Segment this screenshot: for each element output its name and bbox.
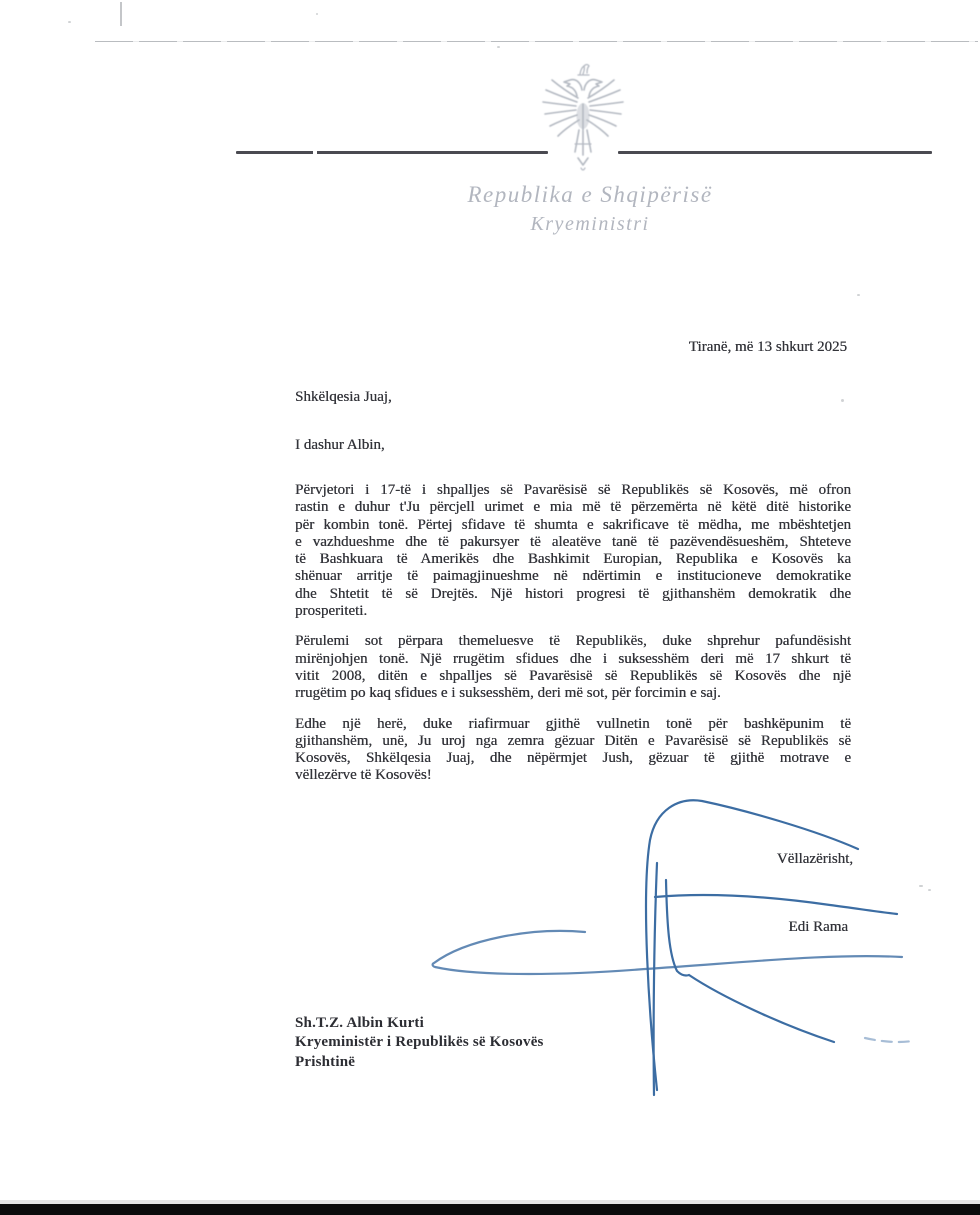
paragraph-line: shënuar arritje të paimagjinueshme në ndërtimin e institucioneve demokratike	[295, 568, 851, 585]
letterhead-script-republic: Republika e Shqipërisë	[467, 182, 713, 207]
recipient-line: Sh.T.Z. Albin Kurti	[295, 1015, 424, 1031]
paragraph-line: gjithanshëm, unë, Ju uroj nga zemra gëzuar Ditën e Pavarësisë së Republikës së	[295, 732, 851, 749]
salutation-excellency: Shkëlqesia Juaj,	[295, 389, 392, 405]
letter-body	[295, 482, 851, 798]
paragraph-line: rastin e duhur t'Ju përcjell urimet e mia më të përzemërta në këtë ditë historike	[295, 499, 851, 516]
paragraph-line: Përvjetori i 17-të i shpalljes së Pavarësisë së Republikës së Kosovës, më ofron	[295, 482, 851, 498]
scan-fold-tick	[120, 2, 122, 26]
recipient-block	[295, 1014, 544, 1072]
recipient-line: Kryeministër i Republikës së Kosovës	[295, 1034, 544, 1051]
scan-speck	[68, 21, 71, 23]
paragraph-line: Përulemi sot përpara themeluesve të Republikës, duke shprehur pafundësisht	[295, 633, 851, 650]
paragraph-line: vitit 2008, ditën e shpalljes së Pavarësisë së Republikës së Kosovës dhe një	[295, 667, 851, 684]
bottom-black-bar	[0, 1204, 980, 1215]
scan-speck	[316, 13, 318, 15]
albania-eagle-emblem-icon	[537, 60, 629, 178]
paragraph-line: mirënjohjen tonë. Një rrugëtim sfidues dhe i suksesshëm deri më 17 shkurt të	[295, 650, 851, 667]
letterhead-rule-gap	[313, 151, 317, 154]
scan-speck	[857, 294, 860, 296]
paragraph-line: vëllezërve të Kosovës!	[295, 767, 432, 784]
paragraph	[295, 633, 851, 702]
scan-speck	[841, 399, 844, 402]
scan-edge-line	[95, 41, 978, 42]
paragraph-line: e vazhdueshme dhe të pakursyer të aleatëve tanë të pazëvendësueshëm, Shteteve	[295, 533, 851, 550]
dateline: Tiranë, më 13 shkurt 2025	[688, 339, 847, 355]
paragraph-line: Kosovës, Shkëlqesia Juaj, dhe nëpërmjet Jush, gëzuar të gjithë motrave e	[295, 750, 851, 767]
paragraph-line: rrugëtim po kaq sfidues e i suksesshëm, deri më sot, për forcimin e saj.	[295, 685, 721, 702]
letterhead-rule-right	[618, 151, 932, 154]
paragraph-line: për kombin tonë. Përtej sfidave të shumta e sakrificave të mëdha, me mbështetjen	[295, 516, 851, 533]
paragraph-line: prosperiteti.	[295, 603, 368, 620]
salutation-dear: I dashur Albin,	[295, 437, 385, 453]
paragraph-line: dhe Shtetit të së Drejtës. Një histori progresi të gjithanshëm demokratik dhe	[295, 585, 851, 602]
signer-name: Edi Rama	[788, 919, 848, 935]
paragraph	[295, 716, 851, 785]
closing-valediction: Vëllazërisht,	[776, 851, 853, 867]
recipient-line: Prishtinë	[295, 1053, 356, 1070]
letterhead-script-office: Kryeministri	[530, 213, 650, 235]
letterhead-rule-left	[236, 151, 548, 154]
paragraph-line: Edhe një herë, duke riafirmuar gjithë vullnetin tonë për bashkëpunim të	[295, 715, 851, 732]
paragraph	[295, 482, 851, 620]
scan-speck	[497, 46, 500, 48]
paragraph-line: të Bashkuara të Amerikës dhe Bashkimit Europian, Republika e Kosovës ka	[295, 551, 851, 568]
